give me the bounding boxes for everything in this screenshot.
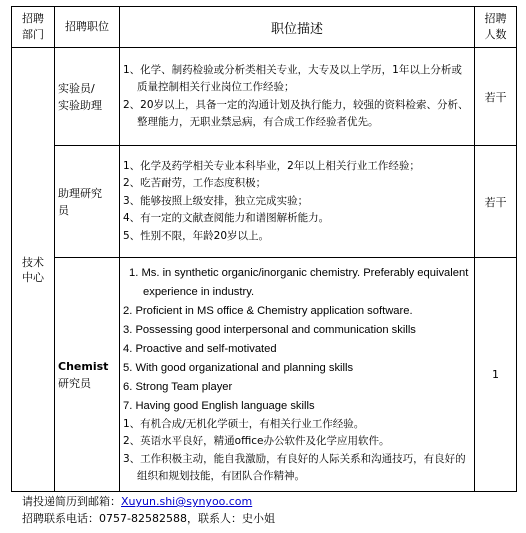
requirement-item-en: 4. Proactive and self-motivated xyxy=(123,342,277,355)
header-dept: 招聘 部门 xyxy=(12,7,55,48)
recruitment-table xyxy=(11,6,517,492)
requirement-item: 1、有机合成/无机化学硕士，有相关行业工作经验。 xyxy=(123,417,365,430)
requirement-item-en: 3. Possessing good interpersonal and communication skills xyxy=(123,323,416,336)
description-cell xyxy=(120,258,475,492)
email-label: 请投递简历到邮箱： xyxy=(22,495,121,508)
position-cell: 实验员/ 实验助理 xyxy=(55,48,120,146)
requirement-item-en: 2. Proficient in MS office & Chemistry application software. xyxy=(123,304,413,317)
phone-line: 招聘联系电话：0757-82582588，联系人：史小姐 xyxy=(22,512,275,525)
description-cell xyxy=(120,146,475,258)
header-description: 职位描述 xyxy=(120,7,475,48)
table-row xyxy=(12,48,517,146)
requirement-item-en: 7. Having good English language skills xyxy=(123,399,315,412)
requirement-item: 2、英语水平良好，精通office办公软件及化学应用软件。 xyxy=(123,435,390,448)
count-cell: 若干 xyxy=(475,48,517,146)
requirement-item: 2、吃苦耐劳，工作态度积极； xyxy=(123,177,267,190)
requirement-item-en: 5. With good organizational and planning skills xyxy=(123,361,354,374)
requirement-item: 1、化学、制药检验或分析类相关专业，大专及以上学历，1年以上分析或质量控制相关行业岗位工作经验； xyxy=(123,63,462,94)
table-row xyxy=(12,146,517,258)
description-cell xyxy=(120,48,475,146)
department-cell: 技术 中心 xyxy=(12,48,55,492)
table-row xyxy=(12,258,517,492)
requirement-item-en: 6. Strong Team player xyxy=(123,380,233,393)
requirement-item: 5、性别不限，年龄20岁以上。 xyxy=(123,229,270,242)
position-cell: 助理研究 员 xyxy=(55,146,120,258)
requirement-item: 2、20岁以上，具备一定的沟通计划及执行能力，较强的资料检索、分析、整理能力，无职业禁忌病，有合成工作经验者优先。 xyxy=(123,98,469,128)
header-position: 招聘职位 xyxy=(55,7,120,48)
position-cell: Chemist 研究员 xyxy=(55,258,120,492)
requirement-item: 4、有一定的文献查阅能力和谱图解析能力。 xyxy=(123,212,330,225)
header-row xyxy=(12,7,517,48)
contact-footer xyxy=(22,493,275,527)
requirement-item: 3、能够按照上级安排，独立完成实验； xyxy=(123,194,309,207)
requirement-item: 1、化学及药学相关专业本科毕业，2年以上相关行业工作经验； xyxy=(123,159,420,172)
count-cell: 若干 xyxy=(475,146,517,258)
requirement-item-en: 1. Ms. in synthetic organic/inorganic chemistry. Preferably equivalent experience in industry. xyxy=(129,266,469,298)
email-line xyxy=(22,493,275,510)
email-link[interactable]: Xuyun.shi@synyoo.com xyxy=(121,495,253,508)
requirement-item: 3、工作积极主动，能自我激励，有良好的人际关系和沟通技巧，有良好的组织和规划技能，有团队合作精神。 xyxy=(123,452,466,482)
header-count: 招聘 人数 xyxy=(475,7,517,48)
count-cell: 1 xyxy=(475,258,517,492)
